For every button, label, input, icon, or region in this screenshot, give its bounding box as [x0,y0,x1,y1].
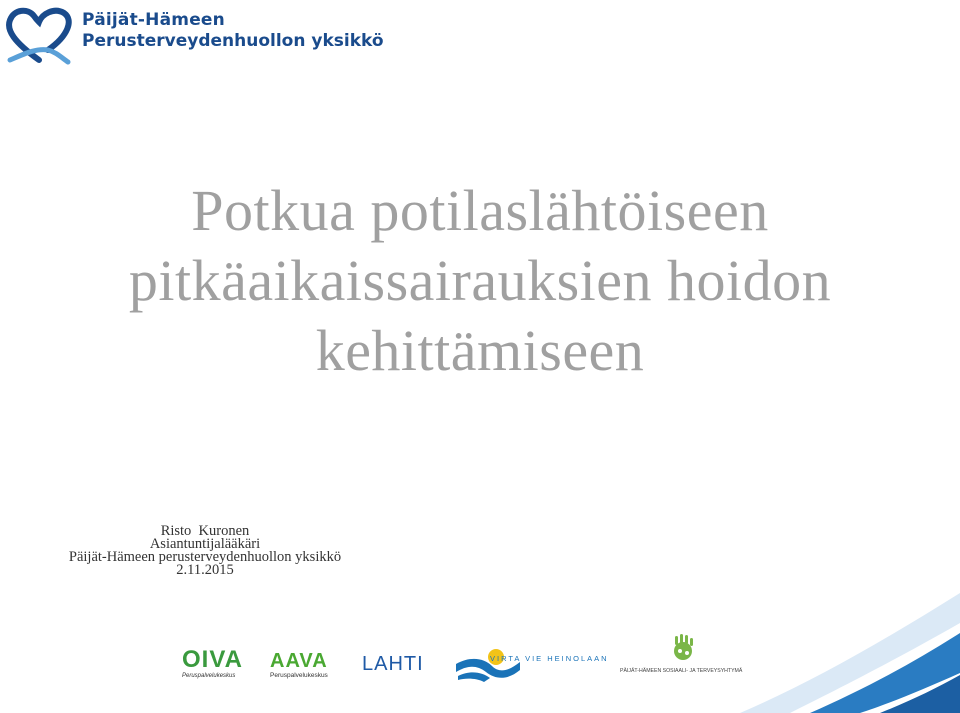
author-name: Risto Kuronen [160,523,250,539]
oiva-logo-subtitle: Peruspalvelukeskus [182,673,236,679]
organization-logo [4,4,384,66]
aava-logo [270,650,328,680]
author-organization: Päijät-Hämeen perusterveydenhuollon yksikkö [68,549,342,565]
author-role: Asiantuntijalääkäri [149,536,261,552]
brand-name-line2: Perusterveydenhuollon yksikkö [82,31,384,51]
virta-logo [456,648,609,684]
title-line-1: Potkua potilaslähtöiseen [191,178,769,243]
author-block [40,525,370,577]
hands-icon [668,634,698,664]
lahti-logo [362,653,424,675]
title-line-3: kehittämiseen [315,318,645,383]
title-line-2: pitkäaikaissairauksien hoidon [128,248,832,313]
heart-ribbon-icon [4,4,74,66]
slide-title [40,176,920,386]
sote-logo-name: PÄIJÄT-HÄMEEN SOSIAALI- JA TERVEYSYHTYMÄ [620,668,743,674]
decorative-swoosh [700,583,960,713]
lahti-logo-name: LAHTI [362,653,424,675]
presentation-date: 2.11.2015 [176,562,234,578]
oiva-logo [182,648,243,680]
brand-name-line1: Päijät-Hämeen [82,10,225,30]
aava-logo-subtitle: Peruspalvelukeskus [270,672,328,679]
aava-logo-name: AAVA [270,650,328,672]
oiva-logo-name: OIVA [182,646,243,673]
virta-logo-name: VIRTA VIE HEINOLAAN [490,654,609,663]
